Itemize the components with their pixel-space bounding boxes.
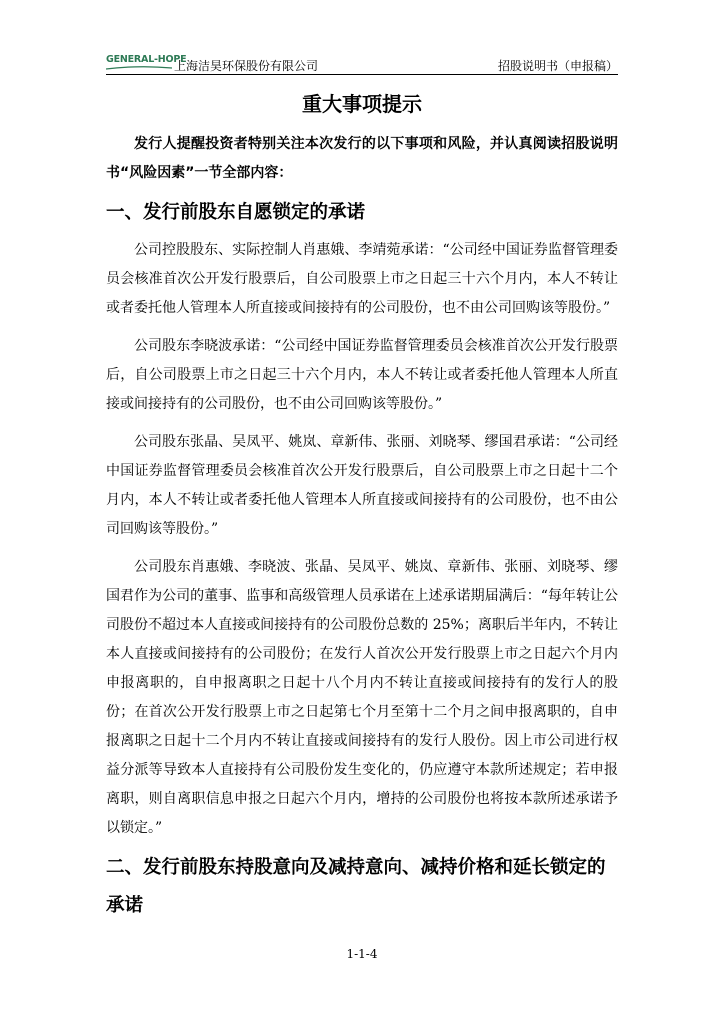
section-1-paragraph: 公司股东肖惠娥、李晓波、张晶、吴凤平、姚岚、章新伟、张丽、刘晓琴、缪国君作为公司的董事、监事和高级管理人员承诺在上述承诺期届满后：“每年转让公司股份不超过本人直接或间接持有的公司股份总数的 25%；离职后半年内，不转让本人直接或间接持有的公司股份；在发行人首次公开发行股票上市之日起六个月内申报离职的，自申报离职之日起十八个月内不转让直接或间接持有的发行人的股份；在首次公开发行股票上市之日起第七个月至第十二个月之间申报离职的，自申报离职之日起十二个月内不转让直接或间接持有的发行人股份。因上市公司进行权益分派等导致本人直接持有公司股份发生变化的，仍应遵守本款所述规定；若申报离职，则自离职信息申报之日起六个月内，增持的公司股份也将按本款所述承诺予以锁定。” xyxy=(106,559,618,836)
section-1-paragraph: 公司股东张晶、吴凤平、姚岚、章新伟、张丽、刘晓琴、缪国君承诺：“公司经中国证券监督管理委员会核准首次公开发行股票后，自公司股票上市之日起十二个月内，本人不转让或者委托他人管理本人所直接或间接持有的公司股份，也不由公司回购该等股份。” xyxy=(106,434,618,537)
intro-paragraph: 发行人提醒投资者特别关注本次发行的以下事项和风险，并认真阅读招股说明书“风险因素”一节全部内容： xyxy=(106,136,618,181)
logo-text: GENERAL-HOPE xyxy=(106,54,187,65)
logo-swoosh-icon xyxy=(106,66,172,70)
main-content xyxy=(106,130,618,929)
section-1-paragraph: 公司控股股东、实际控制人肖惠娥、李靖菀承诺：“公司经中国证券监督管理委员会核准首次公开发行股票后，自公司股票上市之日起三十六个月内，本人不转让或者委托他人管理本人所直接或间接持有的公司股份，也不由公司回购该等股份。” xyxy=(106,242,618,316)
document-title: 招股说明书（申报稿） xyxy=(497,59,618,73)
header-divider xyxy=(106,74,618,75)
section-1-heading: 一、发行前股东自愿锁定的承诺 xyxy=(106,202,366,223)
section-2-heading: 二、发行前股东持股意向及减持意向、减持价格和延长锁定的承诺 xyxy=(106,857,606,916)
company-name: 上海洁昊环保股份有限公司 xyxy=(174,59,319,73)
section-1-paragraph: 公司股东李晓波承诺：“公司经中国证券监督管理委员会核准首次公开发行股票后，自公司股票上市之日起三十六个月内，本人不转让或者委托他人管理本人所直接或间接持有的公司股份，也不由公司回购该等股份。” xyxy=(106,338,618,412)
page-number: 1-1-4 xyxy=(346,947,378,961)
page-title: 重大事项提示 xyxy=(302,92,422,116)
page-header xyxy=(106,52,618,76)
